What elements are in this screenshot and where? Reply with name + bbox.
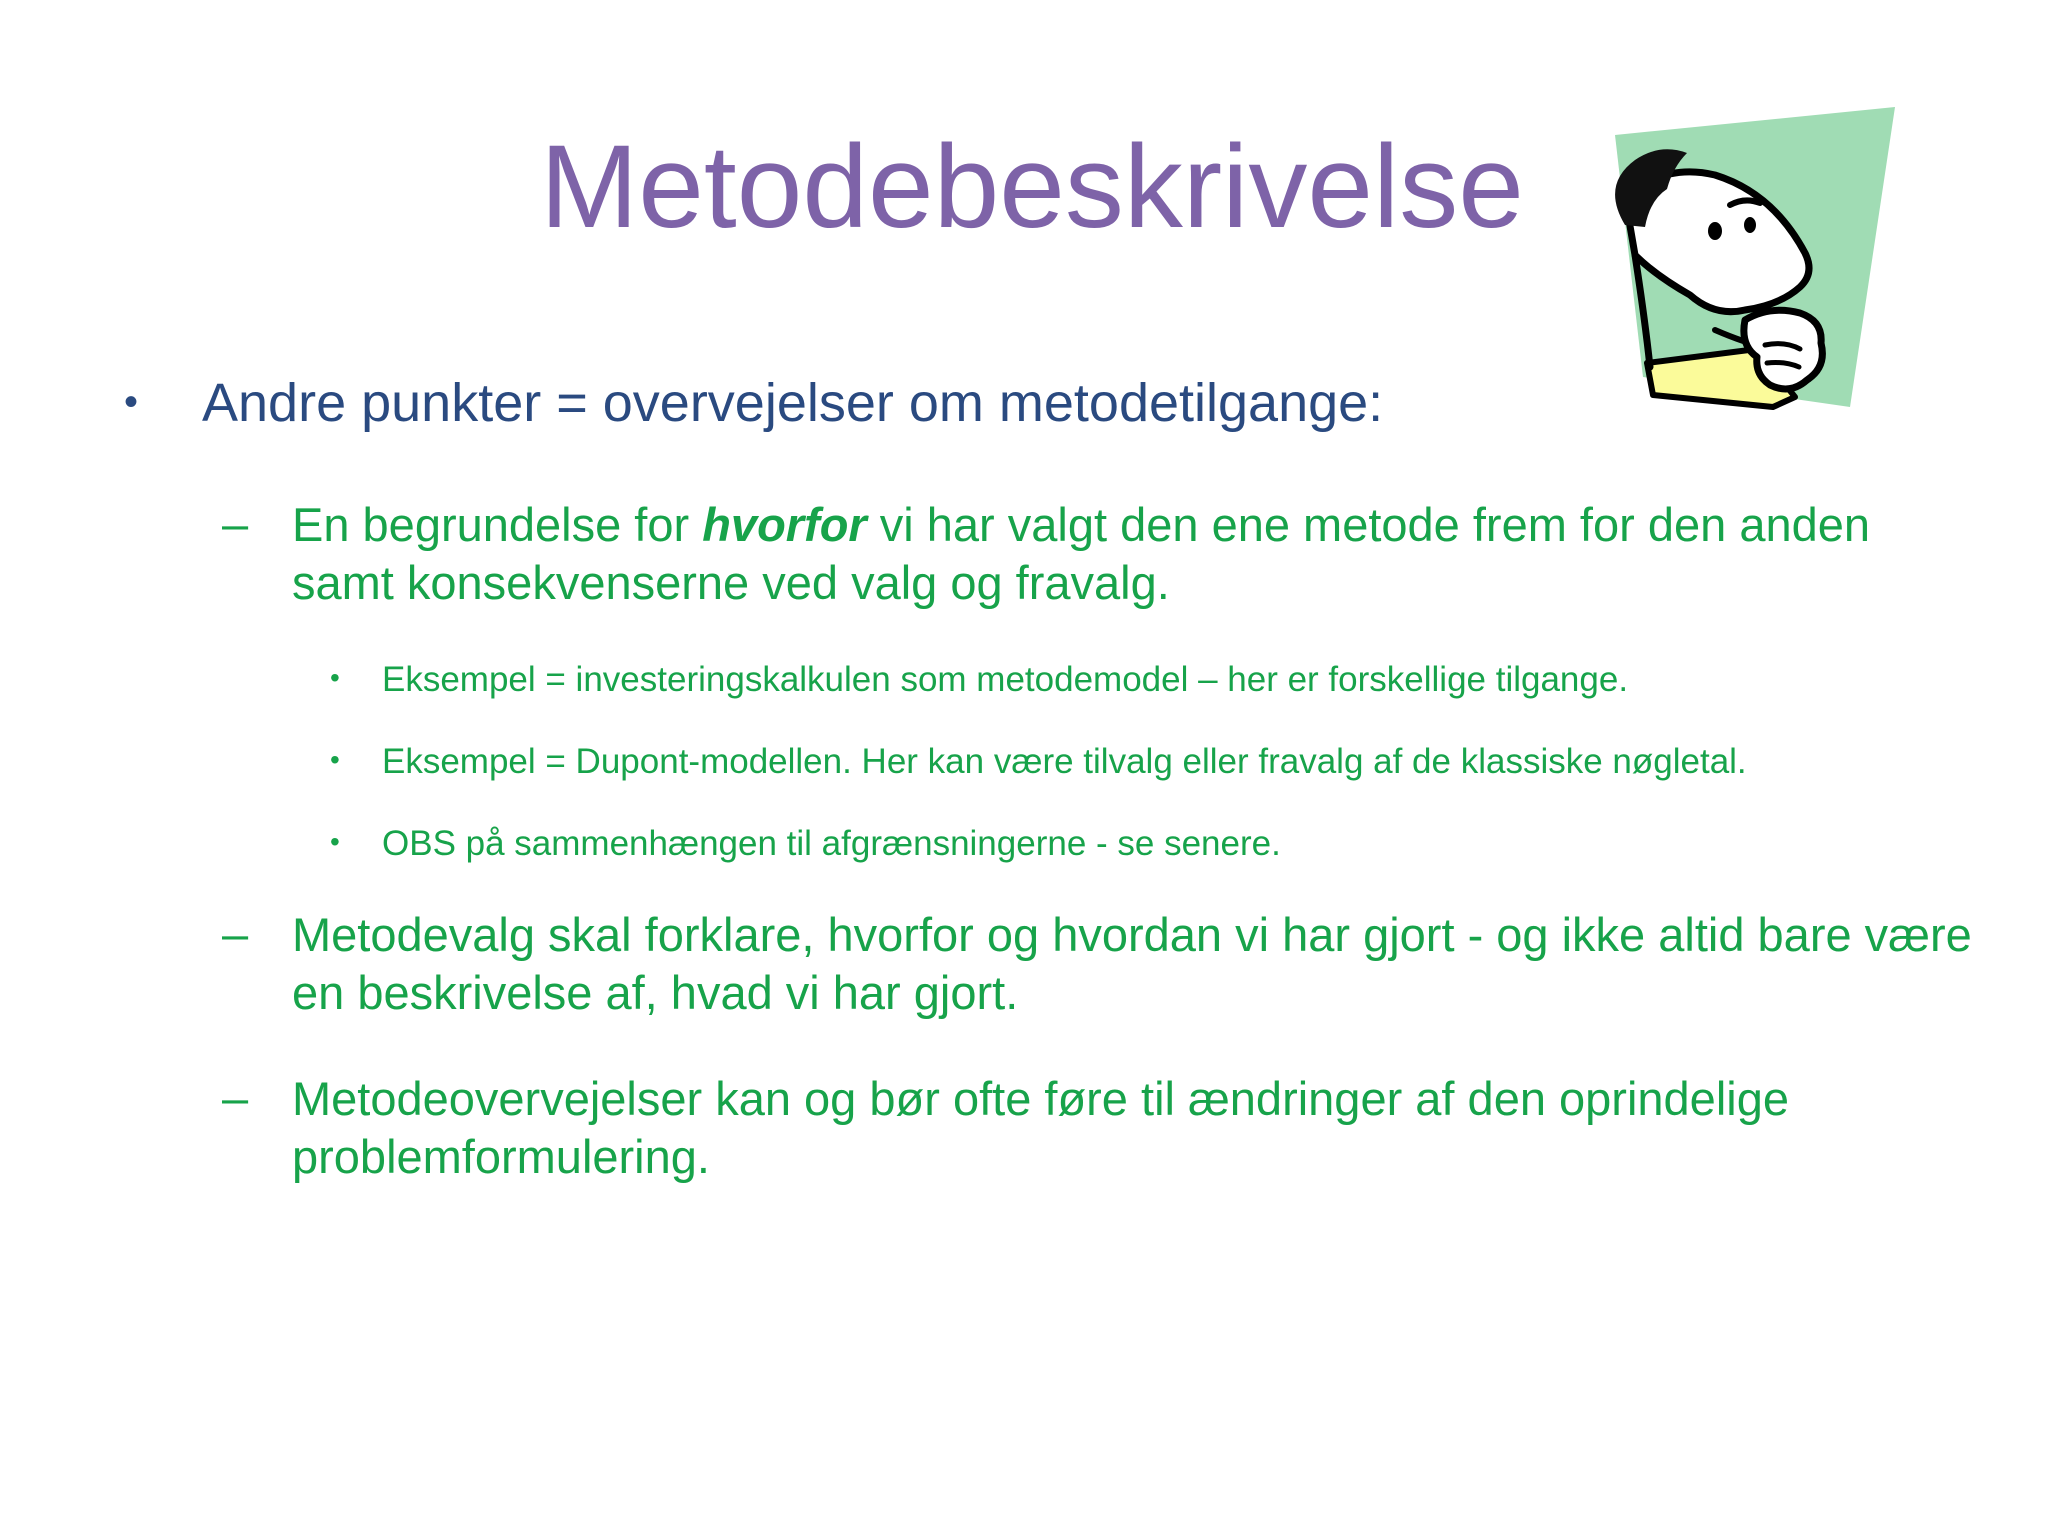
example-item <box>330 657 1628 703</box>
sub-bullet-reason-text: En begrundelse for hvorfor vi har valgt den ene metode frem for den anden samt konsekvenserne ved valg og fravalg. <box>292 498 1871 609</box>
slide-title: Metodebeskrivelse <box>540 121 1524 253</box>
example-text: OBS på sammenhængen til afgrænsningerne - se senere. <box>382 824 1281 863</box>
sub-bullet-method-choice-text: Metodevalg skal forklare, hvorfor og hvordan vi har gjort - og ikke altid bare være en beskrivelse af, hvad vi har gjort. <box>292 908 1972 1019</box>
bullet-marker: • <box>330 662 340 693</box>
bullet-marker: • <box>330 744 340 775</box>
example-text: Eksempel = Dupont-modellen. Her kan være tilvalg eller fravalg af de klassiske nøgletal. <box>382 742 1747 781</box>
thinking-man-icon <box>1595 105 1925 425</box>
example-text: Eksempel = investeringskalkulen som metodemodel – her er forskellige tilgange. <box>382 660 1629 699</box>
bullet-marker: • <box>330 826 340 857</box>
sub-bullet-considerations <box>222 1070 1982 1186</box>
bullet-marker: • <box>124 380 139 424</box>
bullet-main-text: Andre punkter = overvejelser om metodetilgange: <box>202 373 1384 433</box>
bullet-main <box>124 372 1383 434</box>
sub-bullet-reason <box>222 496 1982 612</box>
sub-bullet-method-choice <box>222 906 1982 1022</box>
sub-bullet-considerations-text: Metodeovervejelser kan og bør ofte føre til ændringer af den oprindelige problemformulering. <box>292 1072 1789 1183</box>
example-item <box>330 739 1747 785</box>
dash-marker: – <box>222 497 249 550</box>
dash-marker: – <box>222 1071 249 1124</box>
dash-marker: – <box>222 907 249 960</box>
example-item <box>330 821 1281 867</box>
emphasis-hvorfor: hvorfor <box>702 498 867 551</box>
